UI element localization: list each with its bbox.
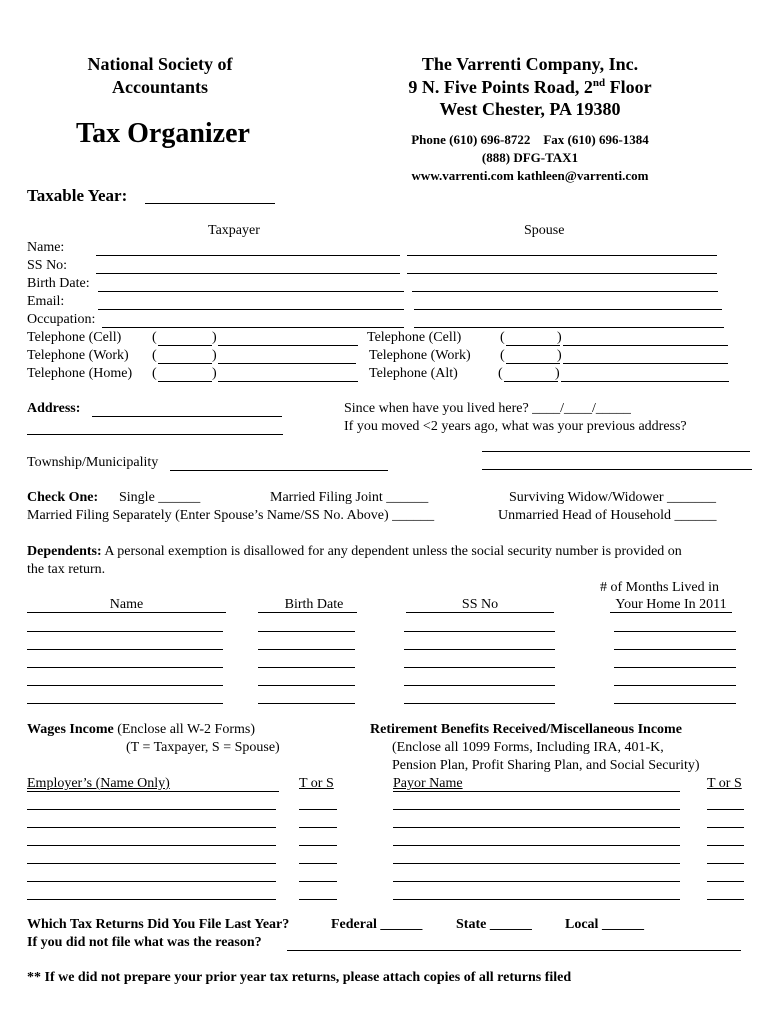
company-tollfree: (888) DFG-TAX1 <box>481 150 579 165</box>
last-year-question: Which Tax Returns Did You File Last Year? <box>27 917 290 932</box>
spouse-work-number-field[interactable] <box>563 363 728 364</box>
paren-open: ( <box>500 330 505 345</box>
paren-open: ( <box>152 330 157 345</box>
address-sup: nd <box>592 77 606 89</box>
previous-address-line2-field[interactable] <box>482 469 752 470</box>
wages-row-tors-field[interactable] <box>299 809 337 810</box>
no-file-reason-field[interactable] <box>287 950 741 951</box>
dependent-row-ssn-field[interactable] <box>404 649 555 650</box>
dependent-row-ssn-field[interactable] <box>404 703 555 704</box>
taxpayer-birth-field[interactable] <box>98 291 404 292</box>
dependent-row-birth-field[interactable] <box>258 667 355 668</box>
address-line-pre: 9 N. Five Points Road, 2 <box>408 77 593 97</box>
wages-col-tors: T or S <box>299 776 334 791</box>
spouse-alt-number-field[interactable] <box>561 381 729 382</box>
taxpayer-home-area-field[interactable] <box>158 381 212 382</box>
taxpayer-heading: Taxpayer <box>208 223 260 238</box>
dependent-row-ssn-field[interactable] <box>404 667 555 668</box>
address-line-post: Floor <box>605 77 652 97</box>
retirement-row-tors-field[interactable] <box>707 899 744 900</box>
spouse-occupation-field[interactable] <box>414 327 724 328</box>
wages-row-tors-field[interactable] <box>299 863 337 864</box>
dependents-col-ssn: SS No <box>461 597 499 612</box>
field-label-birth-date: Birth Date: <box>27 276 90 291</box>
retirement-line2: (Enclose all 1099 Forms, Including IRA, 401-K, <box>392 740 664 755</box>
retirement-row-payor-field[interactable] <box>393 827 680 828</box>
wages-subtitle: (T = Taxpayer, S = Spouse) <box>126 740 280 755</box>
retirement-line3: Pension Plan, Profit Sharing Plan, and Social Security) <box>392 758 700 773</box>
taxpayer-name-field[interactable] <box>96 255 400 256</box>
phone-label-spouse-alt: Telephone (Alt) <box>369 366 458 381</box>
form-title: Tax Organizer <box>76 118 250 149</box>
wages-row-employer-field[interactable] <box>27 881 276 882</box>
paren-open: ( <box>500 348 505 363</box>
spouse-heading: Spouse <box>524 223 565 238</box>
filing-mfj-option[interactable]: Married Filing Joint ______ <box>270 490 429 505</box>
company-web: www.varrenti.com kathleen@varrenti.com <box>411 168 649 183</box>
wages-row-employer-field[interactable] <box>27 809 276 810</box>
paren-open: ( <box>152 366 157 381</box>
field-label-ssn: SS No: <box>27 258 68 273</box>
taxpayer-cell-number-field[interactable] <box>218 345 358 346</box>
dependents-label: Dependents: <box>27 544 102 559</box>
filing-hoh-option[interactable]: Unmarried Head of Household ______ <box>498 508 717 523</box>
wages-row-employer-field[interactable] <box>27 899 276 900</box>
phone-label-taxpayer-home: Telephone (Home) <box>27 366 133 381</box>
retirement-row-payor-field[interactable] <box>393 863 680 864</box>
wages-row-tors-field[interactable] <box>299 881 337 882</box>
retirement-col-payor: Payor Name <box>393 776 463 791</box>
address-line1-field[interactable] <box>92 416 282 417</box>
check-one-label: Check One: <box>27 490 99 505</box>
no-file-reason-label: If you did not file what was the reason? <box>27 935 262 950</box>
taxpayer-occupation-field[interactable] <box>102 327 404 328</box>
taxpayer-home-number-field[interactable] <box>218 381 358 382</box>
spouse-birth-field[interactable] <box>412 291 718 292</box>
taxpayer-ssn-field[interactable] <box>96 273 400 274</box>
company-phone: Phone (610) 696-8722 Fax (610) 696-1384 <box>411 132 649 147</box>
company-name: The Varrenti Company, Inc. <box>421 54 639 74</box>
spouse-name-field[interactable] <box>407 255 717 256</box>
phone-label-spouse-cell: Telephone (Cell) <box>367 330 462 345</box>
township-field[interactable] <box>170 470 388 471</box>
dependent-row-birth-field[interactable] <box>258 631 355 632</box>
wages-title <box>27 722 255 738</box>
retirement-col-tors: T or S <box>707 776 742 791</box>
company-city: West Chester, PA 19380 <box>439 99 621 119</box>
address-line2-field[interactable] <box>27 434 283 435</box>
dependents-text-line2: the tax return. <box>27 562 106 577</box>
township-label: Township/Municipality <box>27 455 159 470</box>
spouse-work-area-field[interactable] <box>506 363 560 364</box>
dependent-row-birth-field[interactable] <box>258 703 355 704</box>
dependent-row-birth-field[interactable] <box>258 649 355 650</box>
retirement-row-tors-field[interactable] <box>707 845 744 846</box>
company-address <box>380 77 680 98</box>
last-year-state[interactable]: State ______ <box>456 917 532 932</box>
spouse-cell-area-field[interactable] <box>506 345 560 346</box>
wages-col-employer: Employer’s (Name Only) <box>27 776 170 791</box>
field-label-name: Name: <box>27 240 65 255</box>
taxable-year-label: Taxable Year: <box>27 186 128 205</box>
footer-note: ** If we did not prepare your prior year tax returns, please attach copies of all returns filed <box>27 970 572 985</box>
dependent-row-name-field[interactable] <box>27 631 223 632</box>
dependent-row-ssn-field[interactable] <box>404 685 555 686</box>
paren-close: ) <box>212 366 217 381</box>
filing-widow-option[interactable]: Surviving Widow/Widower _______ <box>509 490 717 505</box>
months-heading-line1: # of Months Lived in <box>600 580 719 595</box>
wages-row-tors-field[interactable] <box>299 845 337 846</box>
dependent-row-months-field[interactable] <box>614 667 736 668</box>
phone-label-taxpayer-work: Telephone (Work) <box>27 348 129 363</box>
taxpayer-work-number-field[interactable] <box>218 363 356 364</box>
org-name-line1: National Society of <box>87 54 233 74</box>
taxable-year-field[interactable] <box>145 203 275 204</box>
taxpayer-work-area-field[interactable] <box>158 363 212 364</box>
retirement-title: Retirement Benefits Received/Miscellaneous Income <box>370 722 682 737</box>
dependent-row-months-field[interactable] <box>614 703 736 704</box>
dependent-row-months-field[interactable] <box>614 649 736 650</box>
wages-employer-header-line <box>27 791 279 792</box>
retirement-row-tors-field[interactable] <box>707 881 744 882</box>
paren-open: ( <box>152 348 157 363</box>
wages-title-bold: Wages Income <box>27 722 114 737</box>
retirement-row-tors-field[interactable] <box>707 809 744 810</box>
retirement-row-payor-field[interactable] <box>393 899 680 900</box>
wages-title-rest: (Enclose all W-2 Forms) <box>113 722 255 737</box>
spouse-email-field[interactable] <box>414 309 722 310</box>
paren-close: ) <box>557 330 562 345</box>
since-when-question: Since when have you lived here? ____/____/_____ <box>344 401 631 416</box>
dependent-row-ssn-field[interactable] <box>404 631 555 632</box>
retirement-payor-header-line <box>393 791 680 792</box>
org-name-line2: Accountants <box>111 77 208 97</box>
wages-row-employer-field[interactable] <box>27 863 276 864</box>
dependents-col-name: Name <box>109 597 144 612</box>
paren-close: ) <box>557 348 562 363</box>
paren-close: ) <box>212 330 217 345</box>
wages-row-employer-field[interactable] <box>27 827 276 828</box>
phone-label-spouse-work: Telephone (Work) <box>369 348 471 363</box>
dependent-row-name-field[interactable] <box>27 685 223 686</box>
paren-close: ) <box>555 366 560 381</box>
retirement-row-tors-field[interactable] <box>707 827 744 828</box>
dependent-row-months-field[interactable] <box>614 685 736 686</box>
spouse-cell-number-field[interactable] <box>563 345 728 346</box>
retirement-row-payor-field[interactable] <box>393 881 680 882</box>
spouse-ssn-field[interactable] <box>407 273 717 274</box>
last-year-federal[interactable]: Federal ______ <box>331 917 423 932</box>
dependent-row-months-field[interactable] <box>614 631 736 632</box>
dependents-text <box>27 544 682 560</box>
dependent-row-birth-field[interactable] <box>258 685 355 686</box>
address-label: Address: <box>27 401 81 416</box>
dependent-row-name-field[interactable] <box>27 703 223 704</box>
dependents-col-months: Your Home In 2011 <box>615 597 727 612</box>
retirement-row-payor-field[interactable] <box>393 809 680 810</box>
wages-row-tors-field[interactable] <box>299 827 337 828</box>
wages-row-tors-field[interactable] <box>299 899 337 900</box>
paren-close: ) <box>212 348 217 363</box>
dependents-text-line1: A personal exemption is disallowed for any dependent unless the social security number is provided on <box>104 544 682 559</box>
taxpayer-cell-area-field[interactable] <box>158 345 212 346</box>
field-label-occupation: Occupation: <box>27 312 96 327</box>
previous-address-line1-field[interactable] <box>482 451 750 452</box>
spouse-alt-area-field[interactable] <box>504 381 558 382</box>
retirement-row-payor-field[interactable] <box>393 845 680 846</box>
phone-label-taxpayer-cell: Telephone (Cell) <box>27 330 122 345</box>
moved-question: If you moved <2 years ago, what was your previous address? <box>344 419 687 434</box>
dependent-row-name-field[interactable] <box>27 667 223 668</box>
filing-mfs-option[interactable]: Married Filing Separately (Enter Spouse’s Name/SS No. Above) ______ <box>27 508 435 523</box>
retirement-row-tors-field[interactable] <box>707 863 744 864</box>
paren-open: ( <box>498 366 503 381</box>
field-label-email: Email: <box>27 294 65 309</box>
taxpayer-email-field[interactable] <box>98 309 404 310</box>
last-year-local[interactable]: Local ______ <box>565 917 644 932</box>
dependents-col-birth: Birth Date <box>284 597 344 612</box>
wages-row-employer-field[interactable] <box>27 845 276 846</box>
filing-single-option[interactable]: Single ______ <box>119 490 201 505</box>
dependent-row-name-field[interactable] <box>27 649 223 650</box>
